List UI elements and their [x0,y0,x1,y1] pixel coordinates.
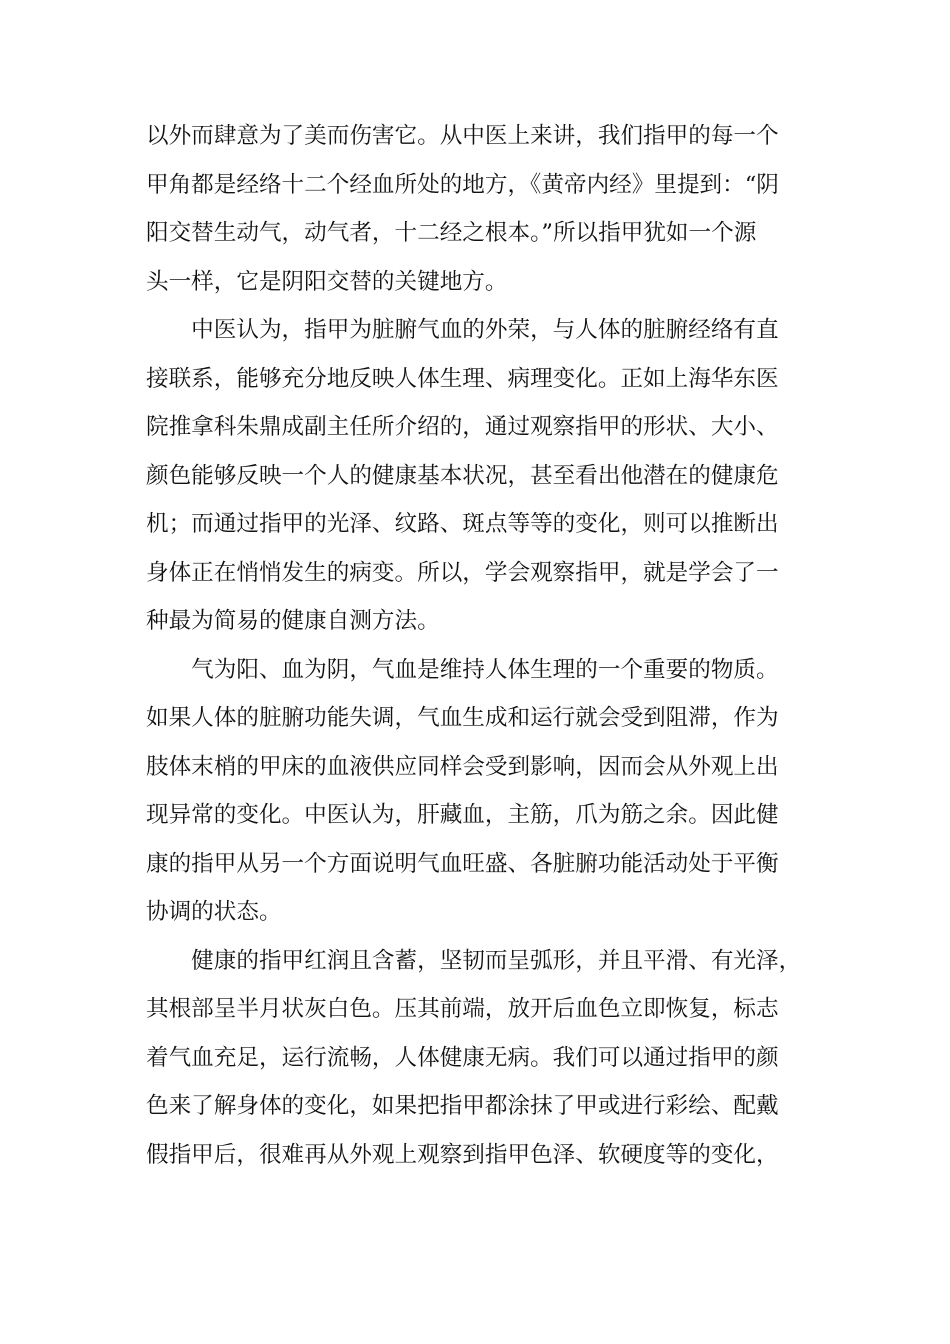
text-line: 假指甲后，很难再从外观上观察到指甲色泽、软硬度等的变化， [146,1141,779,1168]
text-line: 如果人体的脏腑功能失调，气血生成和运行就会受到阻滞，作为 [146,705,779,731]
text-line: 其根部呈半月状灰白色。压其前端，放开后血色立即恢复，标志 [146,996,779,1022]
text-line: 机；而通过指甲的光泽、纹路、斑点等等的变化，则可以推断出 [146,511,779,537]
text-line: 康的指甲从另一个方面说明气血旺盛、各脏腑功能活动处于平衡 [146,850,779,877]
paragraph-1 [146,112,810,306]
text-line: 肢体末梢的甲床的血液供应同样会受到影响，因而会从外观上出 [146,753,779,780]
text-line: 身体正在悄悄发生的病变。所以，学会观察指甲，就是学会了一 [146,559,779,586]
text-line: 协调的状态。 [146,899,282,925]
paragraph-3 [146,646,810,937]
text-line: 阳交替生动气，动气者，十二经之根本。”所以指甲犹如一个源 [146,220,757,246]
paragraph-2 [146,306,810,646]
document-page [146,112,810,1179]
text-line: 颜色能够反映一个人的健康基本状况，甚至看出他潜在的健康危 [146,462,779,489]
text-line: 健康的指甲红润且含蓄，坚韧而呈弧形，并且平滑、有光泽， [146,947,802,974]
text-line: 色来了解身体的变化，如果把指甲都涂抹了甲或进行彩绘、配戴 [146,1093,779,1119]
text-line: 甲角都是经络十二个经血所处的地方，《黄帝内经》里提到：“阴 [146,171,779,198]
text-line: 中医认为，指甲为脏腑气血的外荣，与人体的脏腑经络有直 [146,317,779,343]
text-line: 院推拿科朱鼎成副主任所介绍的，通过观察指甲的形状、大小、 [146,414,779,440]
text-line: 种最为简易的健康自测方法。 [146,608,440,634]
text-line: 现异常的变化。中医认为，肝藏血，主筋，爪为筋之余。因此健 [146,802,779,828]
text-line: 着气血充足，运行流畅，人体健康无病。我们可以通过指甲的颜 [146,1044,779,1071]
paragraph-4 [146,937,810,1180]
text-line: 以外而肆意为了美而伤害它。从中医上来讲，我们指甲的每一个 [146,123,779,149]
text-line: 气为阳、血为阴，气血是维持人体生理的一个重要的物质。 [146,656,779,683]
text-line: 接联系，能够充分地反映人体生理、病理变化。正如上海华东医 [146,365,779,392]
text-line: 头一样，它是阴阳交替的关键地方。 [146,268,508,295]
